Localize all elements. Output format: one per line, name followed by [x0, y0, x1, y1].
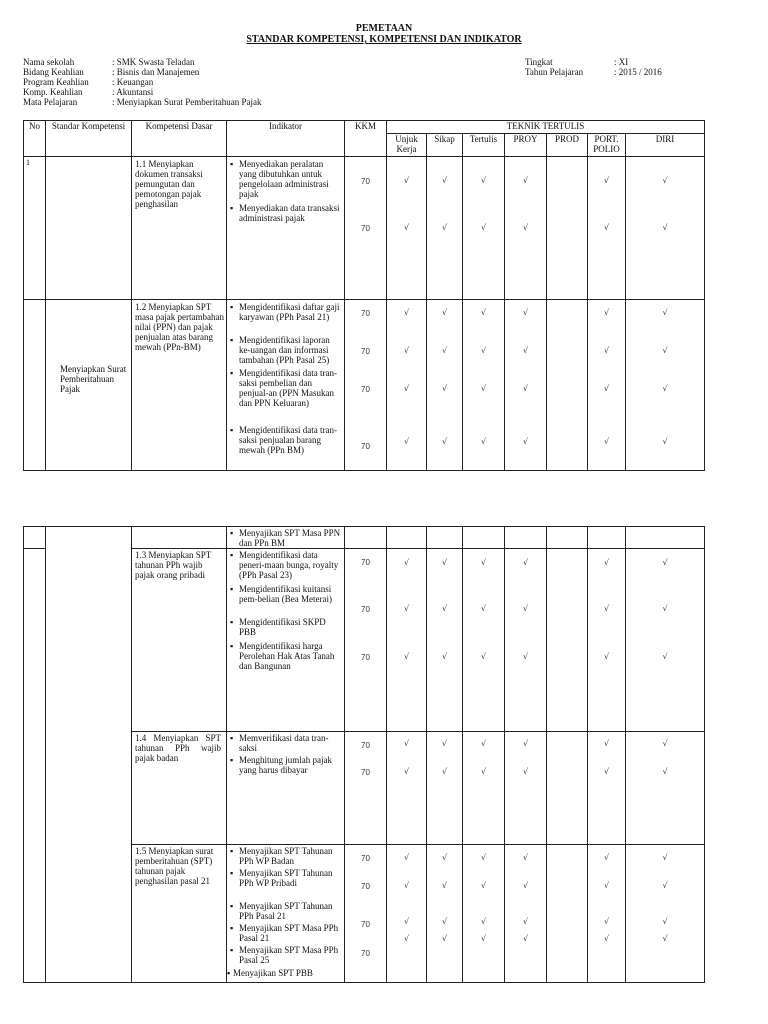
- info-value-tingkat: : XI: [614, 57, 629, 67]
- header-teknik: TEKNIK TERTULIS: [387, 121, 705, 134]
- kkm-1-3: 70 70 70: [345, 549, 387, 732]
- page-subtitle: STANDAR KOMPETENSI, KOMPETENSI DAN INDIKATOR: [246, 34, 522, 45]
- info-label-komp: Komp. Keahlian: [23, 87, 83, 97]
- kkm-1-4: 70 70: [345, 732, 387, 845]
- indikator-item: ▪ Menyajikan SPT Tahunan PPh WP Badan: [230, 846, 333, 866]
- header-proy: PROY: [505, 134, 547, 157]
- header-kd: Kompetensi Dasar: [132, 121, 227, 157]
- check-empty: [505, 527, 547, 549]
- cell-no-empty: [24, 549, 46, 983]
- check-portfolio-1-1: √ √: [588, 157, 626, 300]
- check-unjuk-1-1: √ √: [387, 157, 427, 300]
- info-label-tahun: Tahun Pelajaran: [525, 67, 584, 77]
- competency-table-page-2: [23, 526, 705, 983]
- check-unjuk-1-2: √ √ √ √: [387, 300, 427, 471]
- competency-table-page-1: [23, 120, 705, 471]
- check-tertulis-1-2: √ √ √ √: [463, 300, 505, 471]
- header-unjuk-kerja: Unjuk Kerja: [387, 134, 427, 157]
- header-indikator: Indikator: [227, 121, 345, 157]
- kkm-1-2: 70 70 70 70: [345, 300, 387, 471]
- indikator-item: ▪ Mengidentifikasi kuitansi pem-belian (Bea Meterai): [230, 584, 332, 604]
- cell-no: 1: [24, 157, 46, 300]
- info-value-school: : SMK Swasta Teladan: [112, 57, 195, 67]
- kkm-empty: [345, 527, 387, 549]
- check-sikap-1-3: √ √ √: [427, 549, 463, 732]
- header-sikap: Sikap: [427, 134, 463, 157]
- page-title: PEMETAAN: [355, 23, 413, 34]
- check-sikap-1-1: √ √: [427, 157, 463, 300]
- header-standar: Standar Kompetensi: [46, 121, 132, 157]
- indikator-item: ▪ Menyediakan data transaksi administrasi pajak: [230, 203, 340, 223]
- check-proy-1-3: √ √ √: [505, 549, 547, 732]
- info-value-mapel: : Menyiapkan Surat Pemberitahuan Pajak: [112, 97, 262, 107]
- check-portfolio-1-3: √ √ √: [588, 549, 626, 732]
- kd-1-1: 1.1 Menyiapkan dokumen transaksi pemungutan dan pemotongan pajak penghasilan: [132, 157, 227, 300]
- check-unjuk-1-3: √ √ √: [387, 549, 427, 732]
- check-unjuk-1-5: √ √ √ √: [387, 845, 427, 983]
- kd-1-4: 1.4 Menyiapkan SPT tahunan PPh wajib pajak badan: [132, 732, 227, 845]
- header-tertulis: Tertulis: [463, 134, 505, 157]
- check-diri-1-3: √ √ √: [626, 549, 705, 732]
- indikator-item: ▪ Menyajikan SPT PBB: [227, 968, 313, 978]
- info-block: [0, 57, 768, 112]
- indikator-item: ▪ Menyajikan SPT Masa PPh Pasal 25: [230, 945, 339, 965]
- check-diri-1-5: √ √ √ √: [626, 845, 705, 983]
- info-label-bidang: Bidang Keahlian: [23, 67, 84, 77]
- standar-kompetensi: Menyiapkan Surat Pemberitahuan Pajak: [46, 300, 132, 471]
- indikator-item: ▪ Mengidentifikasi SKPD PBB: [230, 617, 326, 637]
- check-sikap-1-4: √ √: [427, 732, 463, 845]
- check-portfolio-1-4: √ √: [588, 732, 626, 845]
- cell-standar-top: [46, 157, 132, 300]
- check-prod-1-3: [547, 549, 588, 732]
- kkm-1-1: 70 70: [345, 157, 387, 300]
- check-empty: [626, 527, 705, 549]
- indikator-1-4: [227, 732, 345, 845]
- indikator-1-5: [227, 845, 345, 983]
- check-prod-1-5: [547, 845, 588, 983]
- check-diri-1-1: √ √: [626, 157, 705, 300]
- check-tertulis-1-4: √ √: [463, 732, 505, 845]
- indikator-item: ▪ Menyediakan peralatan yang dibutuhkan untuk pengelolaan administrasi pajak: [230, 159, 329, 199]
- check-portfolio-1-2: √ √ √ √: [588, 300, 626, 471]
- info-label-tingkat: Tingkat: [525, 57, 553, 67]
- check-empty: [387, 527, 427, 549]
- header-portfolio: PORT. POLIO: [588, 134, 626, 157]
- check-tertulis-1-1: √ √: [463, 157, 505, 300]
- indikator-item: ▪ Mengidentifikasi data peneri-maan bunga, royalty (PPh Pasal 23): [230, 550, 339, 580]
- indikator-item: ▪ Menyajikan SPT Tahunan PPh WP Pribadi: [230, 868, 333, 888]
- check-sikap-1-5: √ √ √ √: [427, 845, 463, 983]
- indikator-1-3: [227, 549, 345, 732]
- check-diri-1-4: √ √: [626, 732, 705, 845]
- indikator-1-1: [227, 157, 345, 300]
- header-prod: PROD: [547, 134, 588, 157]
- check-empty: [588, 527, 626, 549]
- info-value-tahun: : 2015 / 2016: [614, 67, 662, 77]
- check-sikap-1-2: √ √ √ √: [427, 300, 463, 471]
- standar-kompetensi-continued: [46, 527, 132, 983]
- check-tertulis-1-5: √ √ √ √: [463, 845, 505, 983]
- indikator-item: ▪ Mengidentifikasi data tran-saksi penjualan barang mewah (PPn BM): [230, 425, 337, 455]
- info-value-bidang: : Bisnis dan Manajemen: [112, 67, 200, 77]
- check-empty: [547, 527, 588, 549]
- check-proy-1-5: √ √ √ √: [505, 845, 547, 983]
- check-proy-1-1: √ √: [505, 157, 547, 300]
- kkm-1-5: 70 70 70 70: [345, 845, 387, 983]
- kd-1-2: 1.2 Menyiapkan SPT masa pajak pertambahan nilai (PPN) dan pajak penjualan atas barang mewah (PPn-BM): [132, 300, 227, 471]
- check-diri-1-2: √ √ √ √: [626, 300, 705, 471]
- check-tertulis-1-3: √ √ √: [463, 549, 505, 732]
- header-no: No: [24, 121, 46, 157]
- indikator-item: ▪ Menyajikan SPT Masa PPh Pasal 21: [230, 923, 339, 943]
- indikator-1-2-continued: [227, 527, 345, 549]
- kd-continued: [132, 527, 227, 549]
- indikator-1-2: [227, 300, 345, 471]
- header-diri: DIRI: [626, 134, 705, 157]
- indikator-item: ▪ Mengidentifikasi harga Perolehan Hak Atas Tanah dan Bangunan: [230, 641, 335, 671]
- indikator-item: ▪ Mengidentifikasi laporan ke-uangan dan informasi tambahan (PPh Pasal 25): [230, 335, 330, 365]
- check-proy-1-2: √ √ √ √: [505, 300, 547, 471]
- info-label-mapel: Mata Pelajaran: [23, 97, 78, 107]
- indikator-item: ▪ Mengidentifikasi daftar gaji karyawan (PPh Pasal 21): [230, 302, 340, 322]
- header-kkm: KKM: [345, 121, 387, 157]
- check-empty: [427, 527, 463, 549]
- info-value-komp: : Akuntansi: [112, 87, 154, 97]
- kd-1-5: 1.5 Menyiapkan surat pemberitahuan (SPT) tahunan pajak penghasilan pasal 21: [132, 845, 227, 983]
- info-label-program: Program Keahlian: [23, 77, 89, 87]
- info-value-program: : Keuangan: [112, 77, 154, 87]
- indikator-item: ▪ Menyajikan SPT Tahunan PPh Pasal 21: [230, 901, 333, 921]
- indikator-item: ▪ Mengidentifikasi data tran-saksi pembelian dan penjual-an (PPN Masukan dan PPN Keluaran): [230, 368, 337, 408]
- indikator-item: ▪ Menghitung jumlah pajak yang harus dibayar: [230, 755, 332, 775]
- cell-no-empty: [24, 300, 46, 471]
- check-portfolio-1-5: √ √ √ √: [588, 845, 626, 983]
- check-prod-1-2: [547, 300, 588, 471]
- kd-1-3: 1.3 Menyiapkan SPT tahunan PPh wajib pajak orang pribadi: [132, 549, 227, 732]
- indikator-item: ▪ Memverifikasi data tran-saksi: [230, 733, 329, 753]
- info-label-school: Nama sekolah: [23, 57, 75, 67]
- check-empty: [463, 527, 505, 549]
- check-prod-1-1: [547, 157, 588, 300]
- check-proy-1-4: √ √: [505, 732, 547, 845]
- indikator-item: ▪ Menyajikan SPT Masa PPN dan PPn BM: [230, 528, 341, 548]
- cell-no-empty: [24, 527, 46, 549]
- check-prod-1-4: [547, 732, 588, 845]
- check-unjuk-1-4: √ √: [387, 732, 427, 845]
